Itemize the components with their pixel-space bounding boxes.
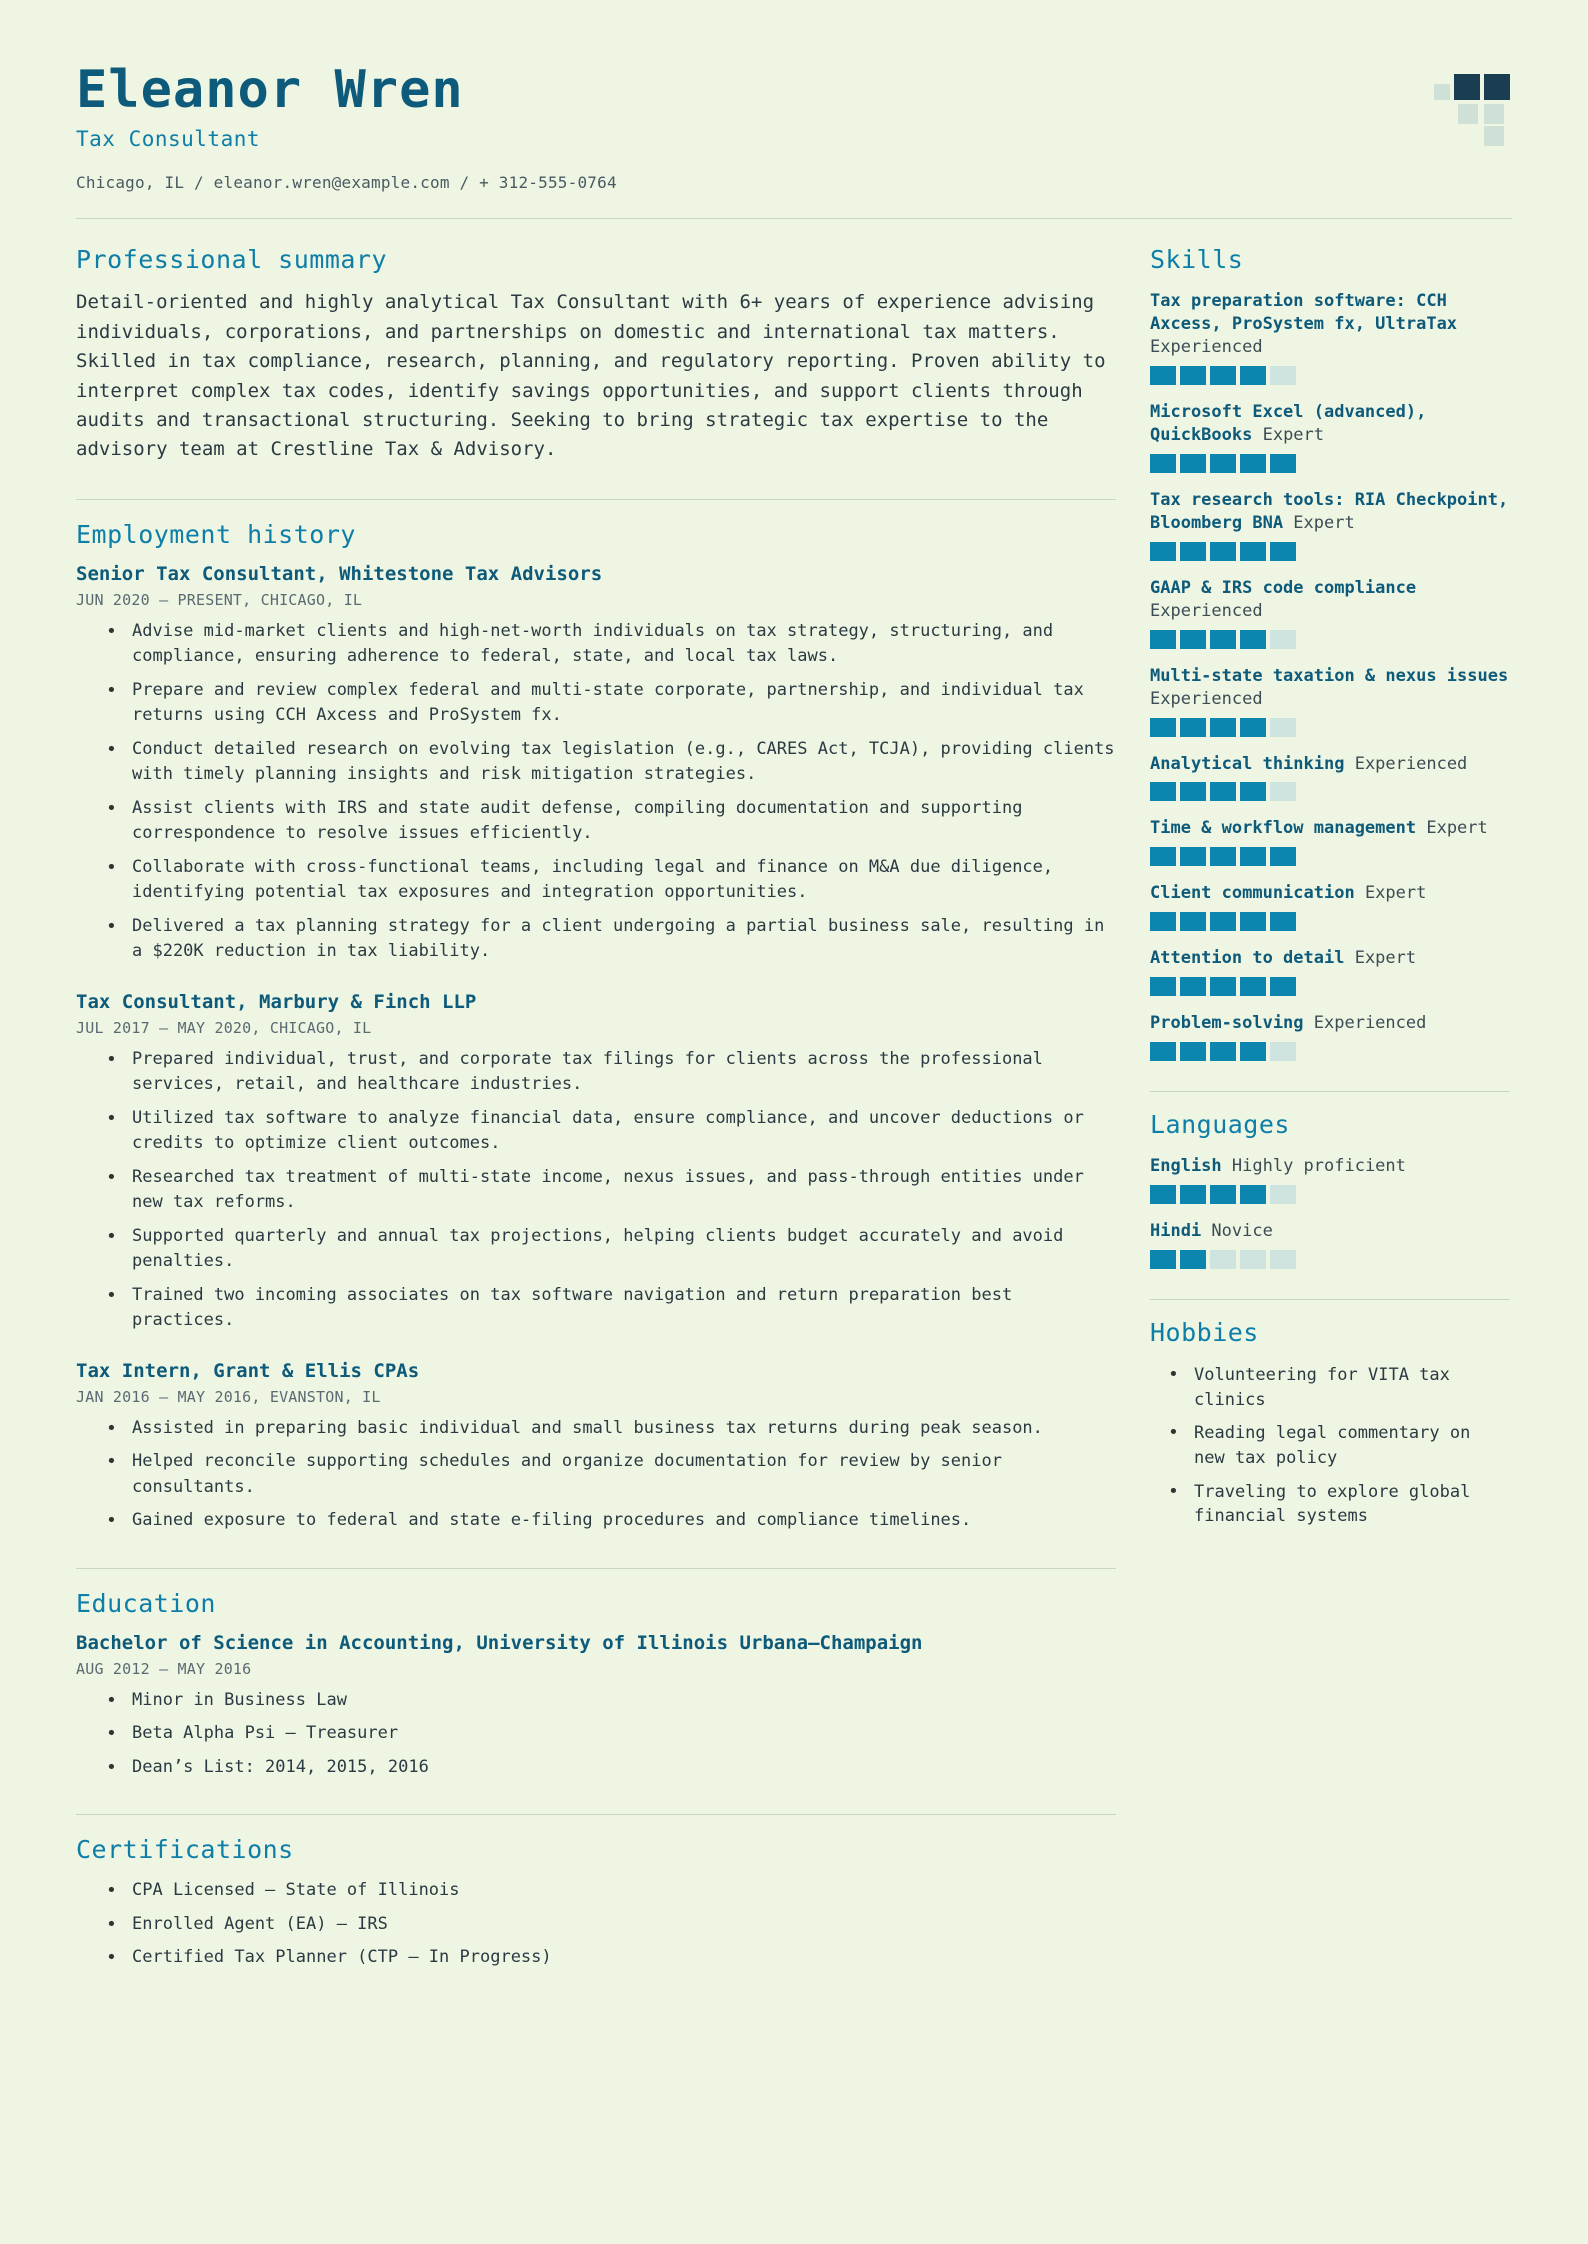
rating-square xyxy=(1180,454,1206,473)
job-bullets xyxy=(76,1047,1116,1334)
rating-square xyxy=(1270,847,1296,866)
skill-label: Tax research tools: RIA Checkpoint, Bloomberg BNA Expert xyxy=(1150,489,1509,533)
rating-square xyxy=(1240,912,1266,931)
job-bullets xyxy=(76,1416,1116,1534)
rating-square xyxy=(1180,542,1206,561)
content-columns xyxy=(76,245,1512,2005)
education-divider xyxy=(76,1568,1116,1569)
rating-square xyxy=(1180,1250,1206,1269)
list-item: • Volunteering for VITA tax clinics xyxy=(1168,1363,1510,1412)
summary-section xyxy=(76,245,1116,465)
skill-label: Analytical thinking Experienced xyxy=(1150,753,1468,774)
resume-header xyxy=(76,62,1512,192)
rating-square xyxy=(1150,847,1176,866)
header-divider xyxy=(76,218,1512,219)
list-item: • Collaborate with cross-functional teams, including legal and finance on M&A due diligence, identifying potential tax exposures and integration opportunities. xyxy=(106,855,1116,906)
rating-square xyxy=(1240,454,1266,473)
list-item: • Delivered a tax planning strategy for a client undergoing a partial business sale, resulting in a $220K reduction in tax liability. xyxy=(106,914,1116,965)
skills-heading: Skills xyxy=(1150,245,1244,275)
rating-square xyxy=(1270,454,1296,473)
skill-rating xyxy=(1150,912,1510,931)
rating-square xyxy=(1240,718,1266,737)
skill-label: Attention to detail Expert xyxy=(1150,948,1417,969)
rating-square xyxy=(1210,718,1236,737)
rating-square xyxy=(1180,977,1206,996)
rating-square xyxy=(1240,542,1266,561)
language-label: Hindi Novice xyxy=(1150,1221,1273,1242)
skill-label: Tax preparation software: CCH Axcess, ProSystem fx, UltraTax Experienced xyxy=(1150,291,1458,358)
skill-item xyxy=(1150,489,1510,561)
rating-square xyxy=(1270,1250,1296,1269)
language-item xyxy=(1150,1155,1510,1204)
contact-line: Chicago, IL / eleanor.wren@example.com / + 312-555-0764 xyxy=(76,173,617,193)
skill-item xyxy=(1150,401,1510,473)
rating-square xyxy=(1210,1250,1236,1269)
language-rating xyxy=(1150,1185,1510,1204)
skill-level: Experienced xyxy=(1313,1013,1427,1034)
rating-square xyxy=(1150,1042,1176,1061)
rating-square xyxy=(1150,912,1176,931)
language-level: Novice xyxy=(1211,1221,1273,1242)
skill-label: Time & workflow management Expert xyxy=(1150,818,1488,839)
skill-label: Client communication Expert xyxy=(1150,883,1427,904)
rating-square xyxy=(1180,1185,1206,1204)
skill-level: Experienced xyxy=(1150,600,1263,621)
rating-square xyxy=(1210,366,1236,385)
education-section xyxy=(76,1568,1116,1781)
rating-square xyxy=(1240,977,1266,996)
rating-square xyxy=(1180,718,1206,737)
hobbies-divider xyxy=(1150,1299,1510,1300)
list-item: • Assisted in preparing basic individual and small business tax returns during peak season. xyxy=(106,1416,1116,1442)
skill-level: Experienced xyxy=(1150,688,1263,709)
rating-square xyxy=(1150,1185,1176,1204)
rating-square xyxy=(1270,630,1296,649)
skill-item xyxy=(1150,665,1510,737)
rating-square xyxy=(1270,912,1296,931)
list-item: • Minor in Business Law xyxy=(106,1688,1116,1714)
list-item: • Researched tax treatment of multi-state income, nexus issues, and pass-through entities under new tax reforms. xyxy=(106,1165,1116,1216)
rating-square xyxy=(1210,847,1236,866)
rating-square xyxy=(1270,718,1296,737)
hobbies-list xyxy=(1150,1363,1510,1529)
list-item: • Enrolled Agent (EA) — IRS xyxy=(106,1912,1116,1938)
rating-square xyxy=(1270,782,1296,801)
rating-square xyxy=(1240,1250,1266,1269)
skill-rating xyxy=(1150,718,1510,737)
rating-square xyxy=(1150,366,1176,385)
rating-square xyxy=(1150,630,1176,649)
rating-square xyxy=(1210,782,1236,801)
skill-level: Expert xyxy=(1364,883,1427,904)
languages-heading: Languages xyxy=(1150,1110,1290,1140)
skill-rating xyxy=(1150,542,1510,561)
job-entry xyxy=(76,563,1116,965)
certifications-divider xyxy=(76,1814,1116,1815)
rating-square xyxy=(1150,1250,1176,1269)
job-meta: JUL 2017 – MAY 2020, CHICAGO, IL xyxy=(76,1018,372,1037)
list-item: • Prepare and review complex federal and multi-state corporate, partnership, and individual tax returns using CCH Axcess and ProSystem fx. xyxy=(106,678,1116,729)
list-item: • Prepared individual, trust, and corporate tax filings for clients across the professional services, retail, and healthcare industries. xyxy=(106,1047,1116,1098)
job-title: Senior Tax Consultant, Whitestone Tax Advisors xyxy=(76,562,603,585)
education-heading: Education xyxy=(76,1588,216,1618)
degree-meta: AUG 2012 – MAY 2016 xyxy=(76,1659,252,1678)
hobbies-heading: Hobbies xyxy=(1150,1318,1259,1348)
skill-label: Microsoft Excel (advanced), QuickBooks Expert xyxy=(1150,402,1427,445)
header-identity xyxy=(76,62,617,192)
hobbies-section xyxy=(1150,1299,1510,1529)
languages-section xyxy=(1150,1091,1510,1269)
skill-rating xyxy=(1150,847,1510,866)
rating-square xyxy=(1270,977,1296,996)
language-item xyxy=(1150,1220,1510,1269)
skill-label: Problem-solving Experienced xyxy=(1150,1013,1427,1034)
certifications-heading: Certifications xyxy=(76,1835,294,1865)
rating-square xyxy=(1180,366,1206,385)
skill-item xyxy=(1150,947,1510,996)
skills-section xyxy=(1150,245,1510,1061)
summary-text: Detail-oriented and highly analytical Tax Consultant with 6+ years of experience advising individuals, corporations, and partnerships on domestic and international tax matters. Skilled in tax compliance, research, planning, and regulatory reporting. Proven ability to interpret complex tax codes, identify savings opportunities, and support clients through audits and transactional structuring. Seeking to bring strategic tax expertise to the advisory team at Crestline Tax & Advisory. xyxy=(76,291,1106,461)
language-level: Highly proficient xyxy=(1231,1156,1406,1177)
language-label: English Highly proficient xyxy=(1150,1156,1406,1177)
side-column xyxy=(1150,245,1510,2005)
list-item: • Advise mid-market clients and high-net-worth individuals on tax strategy, structuring, and compliance, ensuring adherence to federal, state, and local tax laws. xyxy=(106,619,1116,670)
skill-rating xyxy=(1150,366,1510,385)
languages-list xyxy=(1150,1155,1510,1269)
skill-level: Expert xyxy=(1293,512,1355,533)
employment-heading: Employment history xyxy=(76,519,356,549)
skill-level: Experienced xyxy=(1354,753,1468,774)
skill-label: GAAP & IRS code compliance Experienced xyxy=(1150,577,1417,621)
list-item: • CPA Licensed — State of Illinois xyxy=(106,1878,1116,1904)
job-entry xyxy=(76,991,1116,1334)
rating-square xyxy=(1210,1042,1236,1061)
rating-square xyxy=(1240,630,1266,649)
rating-square xyxy=(1270,542,1296,561)
certifications-list xyxy=(76,1878,1116,1971)
rating-square xyxy=(1240,1042,1266,1061)
skill-label: Multi-state taxation & nexus issues Experienced xyxy=(1150,665,1509,709)
list-item: • Certified Tax Planner (CTP — In Progress) xyxy=(106,1945,1116,1971)
skill-item xyxy=(1150,1012,1510,1061)
skill-level: Expert xyxy=(1426,818,1488,839)
skill-item xyxy=(1150,577,1510,649)
skill-item xyxy=(1150,290,1510,385)
list-item: • Conduct detailed research on evolving tax legislation (e.g., CARES Act, TCJA), providing clients with timely planning insights and risk mitigation strategies. xyxy=(106,737,1116,788)
rating-square xyxy=(1210,1185,1236,1204)
employment-divider xyxy=(76,499,1116,500)
skill-item xyxy=(1150,882,1510,931)
rating-square xyxy=(1240,1185,1266,1204)
job-title: Tax Intern, Grant & Ellis CPAs xyxy=(76,1359,420,1382)
rating-square xyxy=(1180,847,1206,866)
job-title: Tax Consultant, Marbury & Finch LLP xyxy=(76,990,477,1013)
rating-square xyxy=(1210,454,1236,473)
rating-square xyxy=(1180,912,1206,931)
employment-section xyxy=(76,499,1116,1534)
rating-square xyxy=(1240,847,1266,866)
skills-list xyxy=(1150,290,1510,1061)
skill-item xyxy=(1150,817,1510,866)
rating-square xyxy=(1240,366,1266,385)
rating-square xyxy=(1210,630,1236,649)
degree-title: Bachelor of Science in Accounting, University of Illinois Urbana–Champaign xyxy=(76,1631,923,1654)
list-item: • Utilized tax software to analyze financial data, ensure compliance, and uncover deductions or credits to optimize client outcomes. xyxy=(106,1106,1116,1157)
job-meta: JUN 2020 – PRESENT, CHICAGO, IL xyxy=(76,590,363,609)
rating-square xyxy=(1180,1042,1206,1061)
rating-square xyxy=(1150,782,1176,801)
rating-square xyxy=(1210,542,1236,561)
rating-square xyxy=(1240,782,1266,801)
job-entry xyxy=(76,1360,1116,1534)
list-item: • Trained two incoming associates on tax software navigation and return preparation best practices. xyxy=(106,1283,1116,1334)
rating-square xyxy=(1210,912,1236,931)
skill-level: Expert xyxy=(1354,948,1417,969)
language-rating xyxy=(1150,1250,1510,1269)
rating-square xyxy=(1270,1042,1296,1061)
rating-square xyxy=(1150,718,1176,737)
education-bullets xyxy=(76,1688,1116,1781)
rating-square xyxy=(1150,542,1176,561)
languages-divider xyxy=(1150,1091,1510,1092)
logo-mark xyxy=(1434,68,1512,146)
skill-rating xyxy=(1150,630,1510,649)
rating-square xyxy=(1180,630,1206,649)
job-bullets xyxy=(76,619,1116,965)
rating-square xyxy=(1180,782,1206,801)
list-item: • Gained exposure to federal and state e-filing procedures and compliance timelines. xyxy=(106,1508,1116,1534)
list-item: • Beta Alpha Psi — Treasurer xyxy=(106,1721,1116,1747)
skill-rating xyxy=(1150,782,1510,801)
rating-square xyxy=(1150,977,1176,996)
main-column xyxy=(76,245,1116,2005)
skill-level: Expert xyxy=(1262,424,1325,445)
rating-square xyxy=(1270,1185,1296,1204)
summary-heading: Professional summary xyxy=(76,245,388,275)
skill-rating xyxy=(1150,977,1510,996)
skill-item xyxy=(1150,753,1510,802)
skill-level: Experienced xyxy=(1150,337,1263,358)
job-meta: JAN 2016 – MAY 2016, EVANSTON, IL xyxy=(76,1387,381,1406)
skill-rating xyxy=(1150,454,1510,473)
skill-rating xyxy=(1150,1042,1510,1061)
candidate-role: Tax Consultant xyxy=(76,127,261,152)
list-item: • Supported quarterly and annual tax projections, helping clients budget accurately and avoid penalties. xyxy=(106,1224,1116,1275)
list-item: • Reading legal commentary on new tax policy xyxy=(1168,1421,1510,1470)
list-item: • Traveling to explore global financial systems xyxy=(1168,1480,1510,1529)
candidate-name: Eleanor Wren xyxy=(76,60,464,120)
rating-square xyxy=(1150,454,1176,473)
rating-square xyxy=(1210,977,1236,996)
rating-square xyxy=(1270,366,1296,385)
list-item: • Assist clients with IRS and state audit defense, compiling documentation and supporting correspondence to resolve issues efficiently. xyxy=(106,796,1116,847)
certifications-section xyxy=(76,1814,1116,1971)
list-item: • Dean’s List: 2014, 2015, 2016 xyxy=(106,1755,1116,1781)
list-item: • Helped reconcile supporting schedules and organize documentation for review by senior consultants. xyxy=(106,1449,1116,1500)
